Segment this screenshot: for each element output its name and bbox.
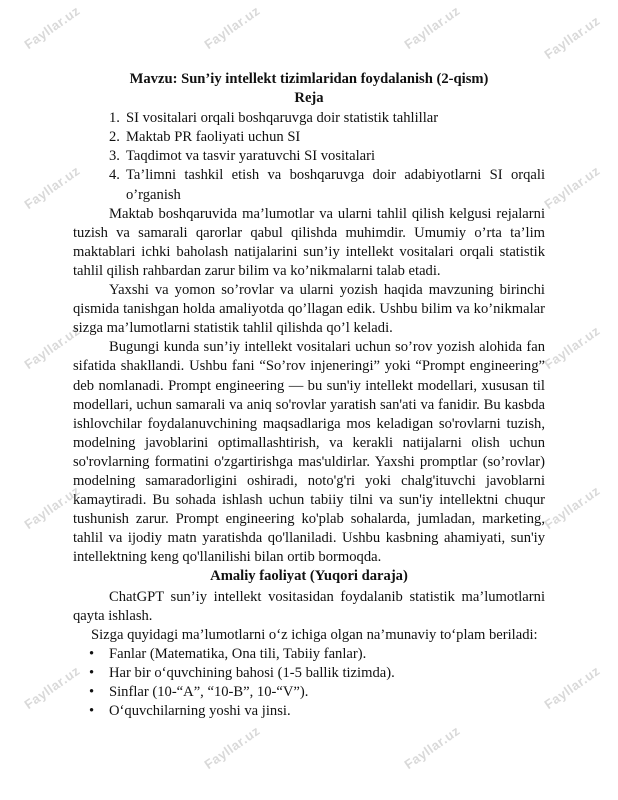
bullet-icon: • — [89, 664, 95, 681]
list-item: • O‘quvchilarning yoshi va jinsi. — [73, 702, 545, 721]
watermark: Fayllar.uz — [21, 662, 83, 713]
paragraph: Bugungi kunda sun’iy intellekt vositalari uchun so’rov yozish alohida fan sifatida shakllandi. Ushbu fani “So’rov injeneringi” yoki “Prompt engineering” deb nomlanadi. Prompt engineering — bu sun'iy intellekt modellari, xususan til modellari, uchun samarali va aniq so'rovlar yaratish san'ati va fanidir. Bu kasbda ishlovchilar foydalanuvchining maqsadlariga mos keladigan so'rovlarni tuzish, modelning javoblarini optimallashtirish, va kerakli natijalarni olish uchun so'rovlarning formatini o'zgartirishga mas'uldirlar. Yaxshi promptlar (so’rovlar) modelning samaradorligini oshiradi, noto'g'ri yoki chalg'ituvchi javoblarni kamaytiradi. Bu sohada ishlash uchun tabiiy tilni va sun'iy intellektni chuqur tushunish zarur. Prompt engineering ko'plab sohalarda, jumladan, marketing, tahlil va ijodiy matn yaratishda qo'llaniladi. Ushbu kasbning ahamiyati, sun'iy intellektning keng qo'llanilishi bilan ortib bormoqda. — [73, 339, 545, 566]
data-bullet-list — [73, 645, 545, 721]
bullet-icon: • — [89, 645, 95, 662]
watermark: Fayllar.uz — [541, 662, 603, 713]
practice-data-intro: Sizga quyidagi ma’lumotlarni o‘z ichiga olgan na’munaviy to‘plam beriladi: — [91, 626, 538, 643]
bullet-icon: • — [89, 703, 95, 720]
watermark: Fayllar.uz — [21, 162, 83, 213]
document-title: Mavzu: Sun’iy intellekt tizimlaridan foydalanish (2-qism) — [129, 71, 489, 87]
list-item: • Fanlar (Matematika, Ona tili, Tabiiy fanlar). — [73, 645, 545, 664]
practice-heading: Amaliy faoliyat (Yuqori daraja) — [210, 568, 408, 585]
watermark: Fayllar.uz — [541, 162, 603, 213]
paragraph: Yaxshi va yomon so’rovlar va ularni yozish haqida mavzuning birinchi qismida tanishgan holda amaliyotda qo’llagan edik. Ushbu bilim va ko’nikmalar sizga ma’lumotlarni statistik tahlil qilishda qo’l keladi. — [73, 282, 545, 337]
watermark: Fayllar.uz — [541, 12, 603, 63]
bullet-icon: • — [89, 684, 95, 700]
watermark: Fayllar.uz — [401, 2, 463, 53]
list-item: • Har bir o‘quvchining bahosi (1-5 ballik tizimda). — [73, 664, 545, 683]
plan-heading: Reja — [294, 90, 324, 107]
watermark: Fayllar.uz — [21, 322, 83, 373]
plan-item: 3. Taqdimot va tasvir yaratuvchi SI vositalari — [109, 148, 376, 165]
watermark: Fayllar.uz — [21, 2, 83, 53]
watermark: Fayllar.uz — [401, 722, 463, 773]
list-item: • Sinflar (10-“A”, “10-B”, 10-“V”). — [73, 683, 545, 702]
plan-list — [73, 109, 545, 204]
paragraph: Maktab boshqaruvida ma’lumotlar va ularni tahlil qilish kelgusi rejalarni tuzish va samarali qarorlar qabul qilishda muhimdir. Umumiy o’rta ta’lim maktablari ichki baholash natijalarini sun’iy intellekt vositalari orqali statistik tahlil qilish rahbardan zarur bilim va ko’nikmalarni talab etadi. — [73, 205, 545, 279]
plan-item: 2. Maktab PR faoliyati uchun SI — [109, 129, 301, 146]
watermark: Fayllar.uz — [541, 322, 603, 373]
watermark: Fayllar.uz — [21, 482, 83, 533]
plan-item: 4. Ta’limni tashkil etish va boshqaruvga doir adabiyotlarni SI orqali o’rganish — [109, 167, 545, 203]
document-page — [73, 70, 545, 721]
watermark: Fayllar.uz — [201, 2, 263, 53]
watermark: Fayllar.uz — [541, 482, 603, 533]
plan-item: 1. SI vositalari orqali boshqaruvga doir statistik tahlillar — [109, 110, 439, 127]
watermark: Fayllar.uz — [201, 722, 263, 773]
practice-intro: ChatGPT sun’iy intellekt vositasidan foydalanib statistik ma’lumotlarni qayta ishlash. — [73, 588, 545, 624]
